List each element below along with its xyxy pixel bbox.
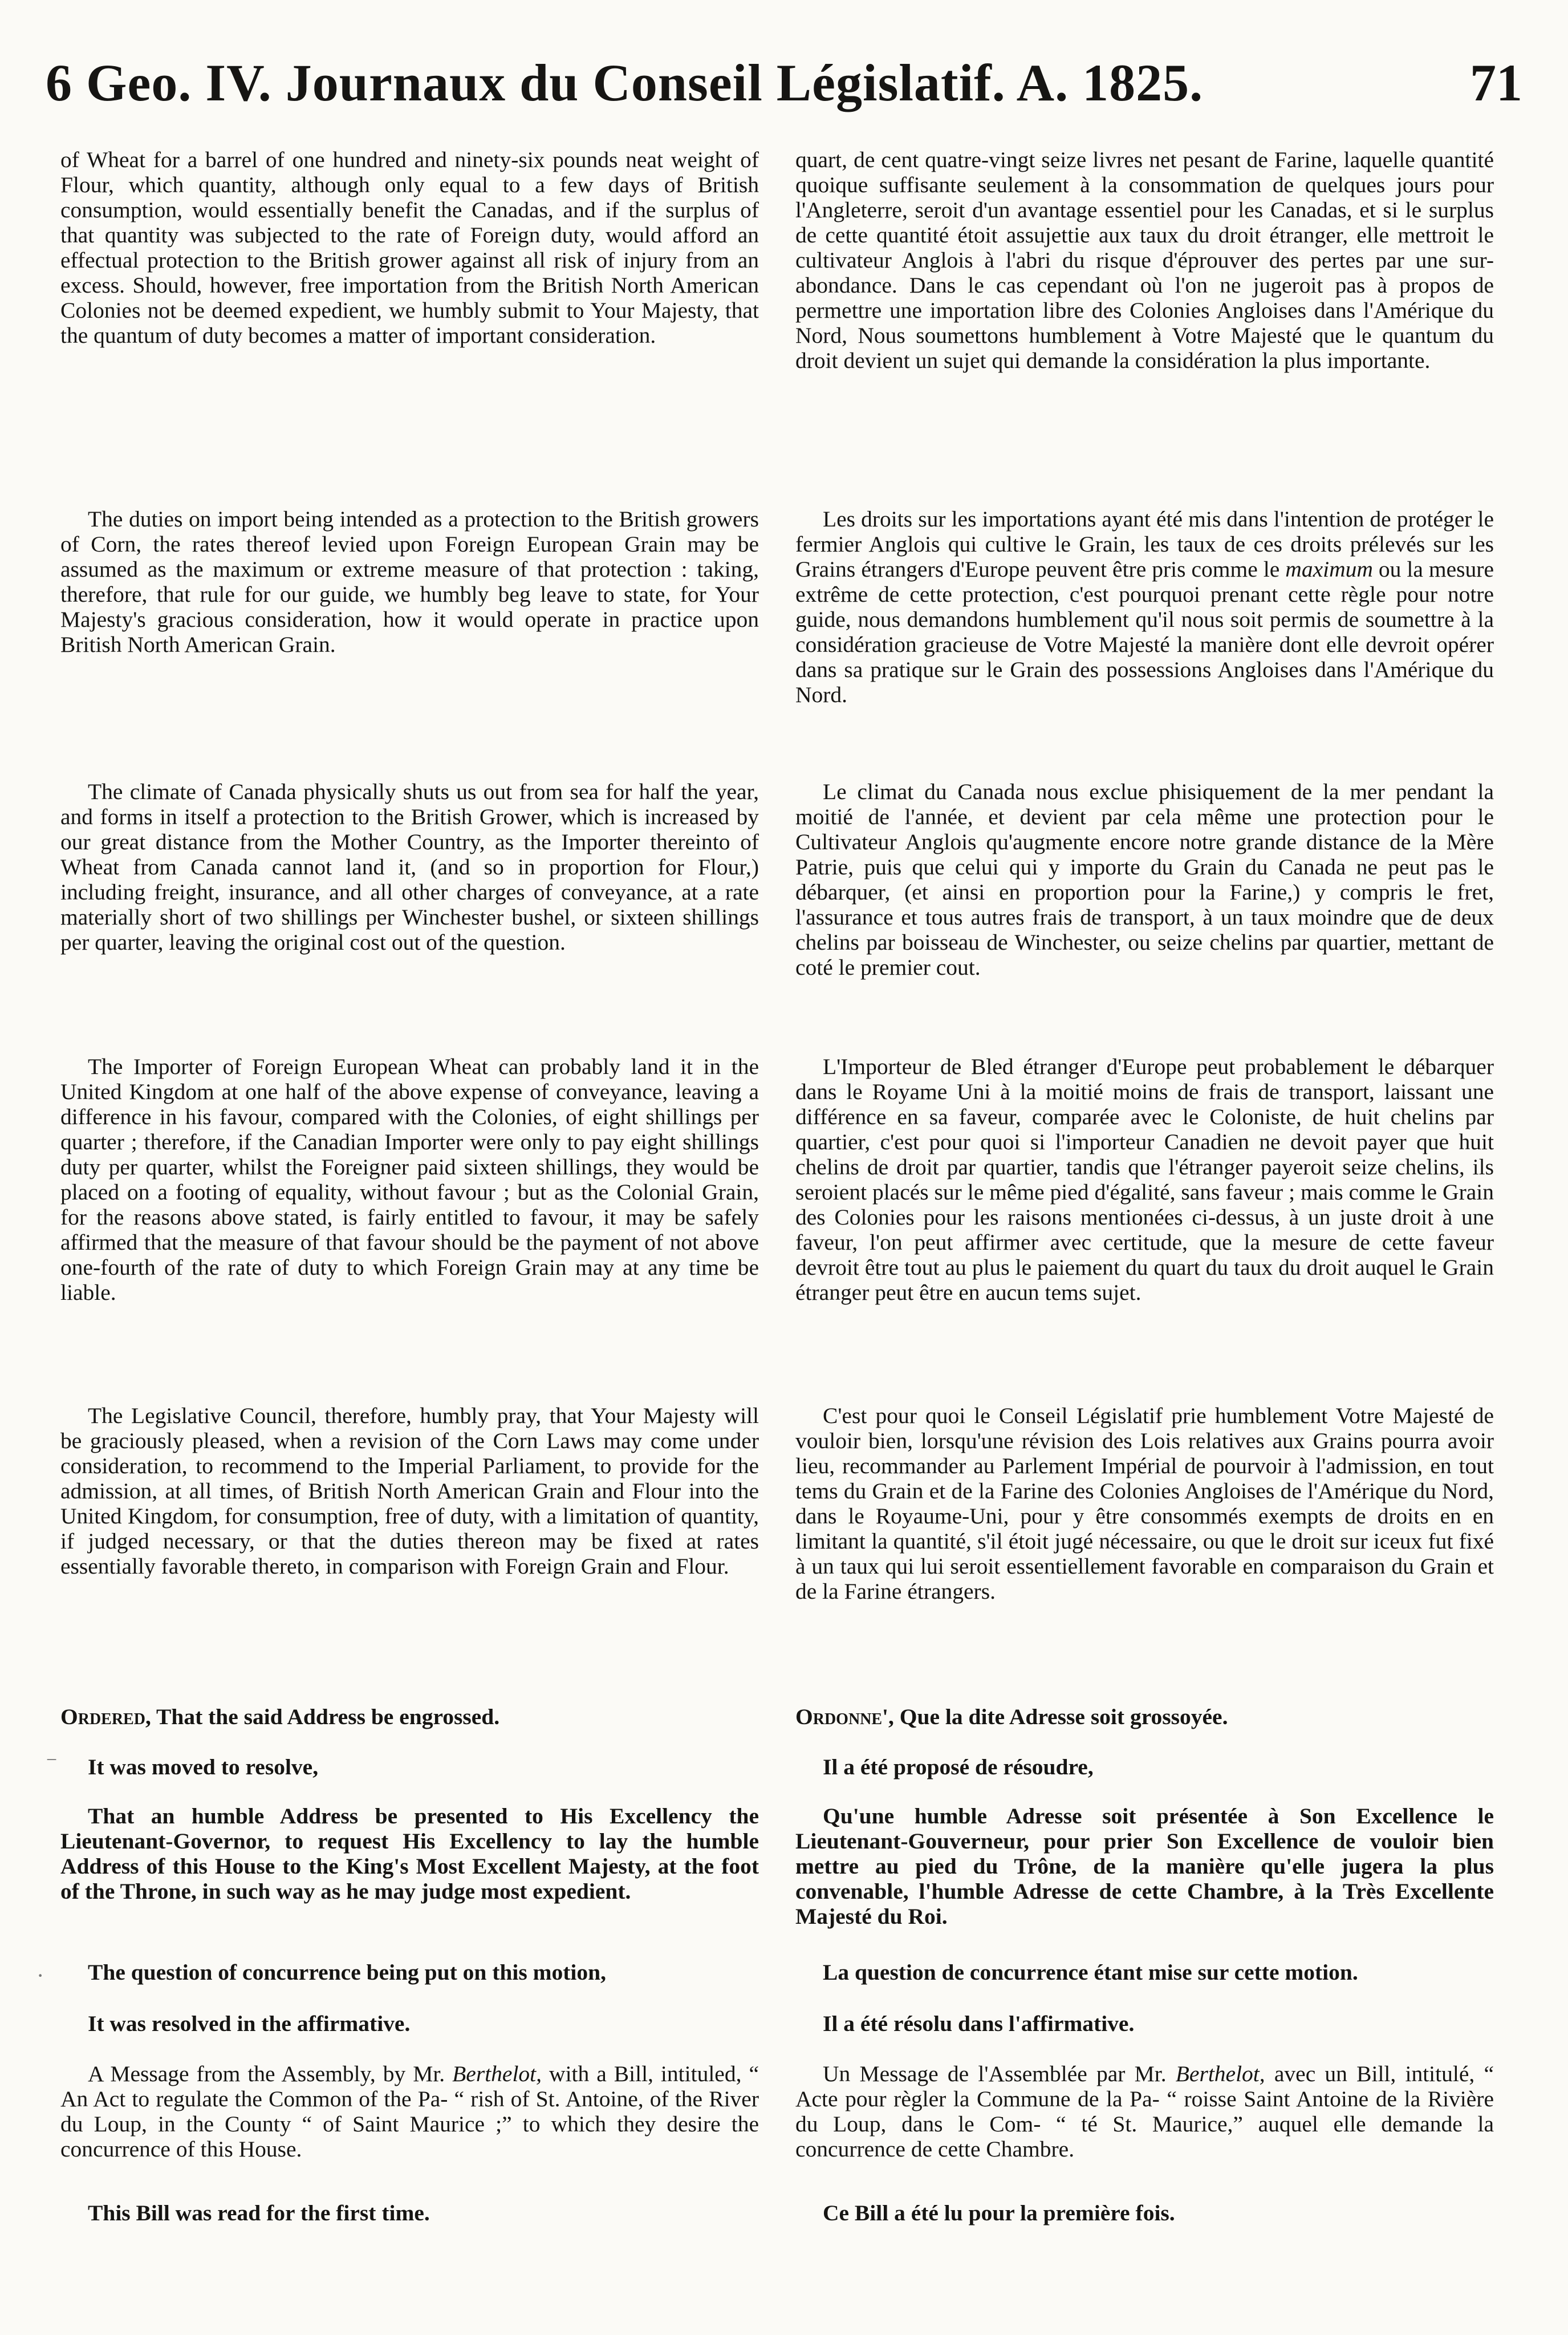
- en-motion-line: It was moved to resolve,: [88, 1754, 319, 1779]
- fr-order-line: [795, 1704, 1494, 1729]
- ordered-label: Ordered,: [60, 1704, 151, 1729]
- fr-paragraph-1: quart, de cent quatre-vingt seize livres net pesant de Farine, laquelle quantité quoique suffisante seulement à la consommation de quelques jours pour l'Angleterre, seroit d'un avantage essentiel pour les Canadas, et si le surplus de cette quantité étoit assujettie aux taux du droit étranger, elle mettroit le cultivateur Anglois à l'abri du risque d'éprouver des pertes par une sur-abondance. Dans le cas cependant où l'on ne jugeroit pas à propos de permettre une importation libre des Colonies Angloises dans l'Amérique du Nord, Nous soumettons humblement à Votre Majesté que le quantum du droit devient un sujet qui demande la considération la plus importante.: [795, 147, 1494, 373]
- fr-first-reading-line: Ce Bill a été lu pour la première fois.: [823, 2200, 1175, 2225]
- fr-paragraph-3: Le climat du Canada nous exclue phisiquement de la mer pendant la moitié de l'année, et devient par cela même une protection pour le Cultivateur Anglois qu'augmente encore notre grande distance de la Mère Patrie, puis que celui qui y importe du Grain du Canada ne peut pas le débarquer, (et ainsi en proportion pour la Farine,) y compris le fret, l'assurance et tous autres frais de transport, à un taux moindre que de deux chelins par boisseau de Winchester, ou seize chelins par quartier, mettant de coté le premier cout.: [795, 779, 1494, 980]
- en-question-line: The question of concurrence being put on this motion,: [88, 1960, 606, 1985]
- en-message-paragraph: A Message from the Assembly, by Mr. Berthelot, with a Bill, intituled, “ An Act to regulate the Common of the Pa- “ rish of St. Antoine, of the River du Loup, in the County “ of Saint Maurice ;” to which they desire the concurrence of this House.: [60, 2061, 759, 2162]
- fr-member-name: Berthelot,: [1175, 2061, 1265, 2086]
- margin-tick: ⁻: [46, 1750, 58, 1776]
- fr-motion-line: Il a été proposé de résoudre,: [823, 1754, 1094, 1779]
- en-paragraph-1: of Wheat for a barrel of one hundred and ninety-six pounds neat weight of Flour, which quantity, although only equal to a few days of British consumption, would essentially benefit the Canadas, and if the surplus of that quantity was subjected to the rate of Foreign duty, would afford an effectual protection to the British grower against all risk of injury from an excess. Should, however, free importation from the British North American Colonies not be deemed expedient, we humbly submit to Your Majesty, that the quantum of duty becomes a matter of important consideration.: [60, 147, 759, 348]
- en-member-name: Berthelot,: [452, 2061, 542, 2086]
- fr-message-paragraph: Un Message de l'Assemblée par Mr. Berthelot, avec un Bill, intitulé, “ Acte pour règler la Commune de la Pa- “ roisse Saint Antoine de la Rivière du Loup, dans le Com- “ té St. Maurice,” auquel elle demande la concurrence de cette Chambre.: [795, 2061, 1494, 2162]
- fr-paragraph-4: L'Importeur de Bled étranger d'Europe peut probablement le débarquer dans le Royame Uni à la moitié moins de frais de transport, laissant une différence en sa faveur, comparée avec le Coloniste, de huit chelins par quartier, c'est pour quoi si l'importeur Canadien ne devoit payer que huit chelins de droit par quartier, tandis que l'étranger payeroit seize chelins, ils seroient placés sur le même pied d'égalité, sans faveur ; mais comme le Grain des Colonies pour les raisons mentionées ci-dessus, à un juste droit à une faveur, l'on peut affirmer avec certitude, que la mesure de cette faveur devroit être tout au plus le paiement du quart du taux du droit auquel le Grain étranger peut être en aucun tems sujet.: [795, 1054, 1494, 1305]
- fr-address-resolution: Qu'une humble Adresse soit présentée à Son Excellence le Lieutenant-Gouverneur, pour prier Son Excellence de vouloir bien mettre au pied du Trône, de la manière qu'elle jugera la plus convenable, l'humble Adresse de cette Chambre, à la Très Excellente Majesté du Roi.: [795, 1803, 1494, 1929]
- en-resolved-line: It was resolved in the affirmative.: [88, 2011, 411, 2036]
- fr-resolved-line: Il a été résolu dans l'affirmative.: [823, 2011, 1135, 2036]
- page-number: 71: [1470, 54, 1522, 112]
- en-paragraph-4: The Importer of Foreign European Wheat can probably land it in the United Kingdom at one half of the above expense of conveyance, leaving a difference in his favour, compared with the Colonies, of eight shillings per quarter ; therefore, if the Canadian Importer were only to pay eight shillings duty per quarter, whilst the Foreigner paid sixteen shillings, they would be placed on a footing of equality, without favour ; but as the Colonial Grain, for the reasons above stated, is fairly entitled to favour, it may be safely affirmed that the measure of that favour should be the payment of not above one-fourth of the rate of duty to which Foreign Grain may at any time be liable.: [60, 1054, 759, 1305]
- fr-paragraph-2: Les droits sur les importations ayant été mis dans l'intention de protéger le fermier Anglois qui cultive le Grain, les taux de ces droits prélevés sur les Grains étrangers d'Europe peuvent être pris comme le maximum ou la mesure extrême de cette protection, c'est pourquoi prenant cette règle pour notre guide, nous demandons humblement qu'il nous soit permis de soumettre à la considération gracieuse de Votre Majesté la manière dont elle devroit opérer dans sa pratique sur le Grain des possessions Angloises dans l'Amérique du Nord.: [795, 506, 1494, 707]
- en-first-reading-line: This Bill was read for the first time.: [88, 2200, 430, 2225]
- fr-maximum-word: maximum: [1285, 557, 1373, 582]
- ordonne-text: Que la dite Adresse soit grossoyée.: [893, 1704, 1228, 1729]
- fr-question-line: La question de concurrence étant mise sur cette motion.: [823, 1960, 1358, 1985]
- ordonne-label: Ordonne',: [795, 1704, 894, 1729]
- en-order-line: [60, 1704, 759, 1729]
- margin-tick: ·: [36, 1963, 44, 1988]
- page-header: [46, 52, 1522, 121]
- en-paragraph-3: The climate of Canada physically shuts us out from sea for half the year, and forms in itself a protection to the British Grower, which is increased by our great distance from the Mother Country, as the Importer thereinto of Wheat from Canada cannot land it, (and so in proportion for Flour,) including freight, insurance, and all other charges of conveyance, at a rate materially short of two shillings per Winchester bushel, or sixteen shillings per quarter, leaving the original cost out of the question.: [60, 779, 759, 955]
- en-paragraph-2: The duties on import being intended as a protection to the British growers of Corn, the rates thereof levied upon Foreign European Grain may be assumed as the maximum or extreme measure of that protection : taking, therefore, that rule for our guide, we humbly beg leave to state, for Your Majesty's gracious consideration, how it would operate in practice upon British North American Grain.: [60, 506, 759, 657]
- fr-paragraph-5: C'est pour quoi le Conseil Législatif prie humblement Votre Majesté de vouloir bien, lorsqu'une révision des Lois relatives aux Grains pourra avoir lieu, recommander au Parlement Impérial de pourvoir à l'admission, en tout tems du Grain et de la Farine des Colonies Angloises de l'Amérique du Nord, dans le Royaume-Uni, pour y être consommés exempts de droits en en limitant la quantité, s'il étoit jugé nécessaire, ou que le droit sur iceux fut fixé à un taux qui lui seroit essentiellement favorable en comparaison du Grain et de la Farine étrangers.: [795, 1403, 1494, 1604]
- en-address-resolution: That an humble Address be presented to His Excellency the Lieutenant-Governor, to request His Excellency to lay the humble Address of this House to the King's Most Excellent Majesty, at the foot of the Throne, in such way as he may judge most expedient.: [60, 1803, 759, 1904]
- running-title: 6 Geo. IV. Journaux du Conseil Législatif. A. 1825.: [46, 54, 1204, 112]
- ordered-text: That the said Address be engrossed.: [151, 1704, 500, 1729]
- en-paragraph-5: The Legislative Council, therefore, humbly pray, that Your Majesty will be graciously pleased, when a revision of the Corn Laws may come under consideration, to recommend to the Imperial Parliament, to provide for the admission, at all times, of British North American Grain and Flour into the United Kingdom, for consumption, free of duty, with a limitation of quantity, if judged necessary, or that the duties thereon may be fixed at rates essentially favorable thereto, in comparison with Foreign Grain and Flour.: [60, 1403, 759, 1579]
